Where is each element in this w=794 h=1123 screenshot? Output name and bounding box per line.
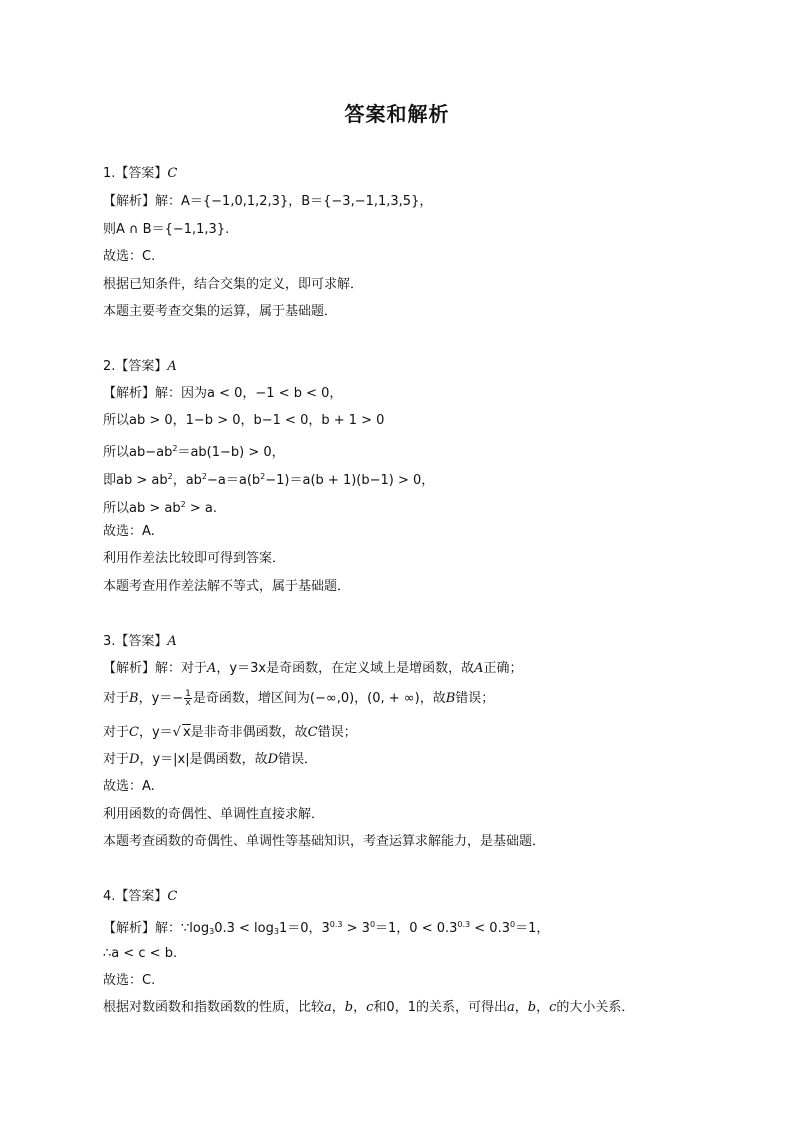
q2-l5-part-c: > a.: [185, 501, 217, 516]
q3-l3-part-g: 错误；: [317, 725, 357, 740]
q3-method-line: 利用函数的奇偶性、单调性直接求解．: [103, 807, 325, 822]
q1-answer-line: [103, 165, 177, 183]
q3-l1-option-a-2: A: [474, 661, 484, 676]
q2-l5-exp: 2: [180, 500, 186, 509]
q3-analysis-line-3: [103, 724, 357, 742]
q2-l4-part-e: −a＝a(b: [207, 473, 261, 488]
q4-l4-sep-3: ，: [514, 1000, 528, 1015]
q4-analysis-line-2: ∴a < c < b.: [103, 946, 178, 961]
page-title: 答案和解析: [344, 102, 450, 126]
q3-analysis-line-2: [103, 690, 494, 708]
q4-l4-part-m: 的大小关系．: [556, 1000, 635, 1015]
q4-l4-part-g: 和0，1的关系，可得出: [373, 1000, 507, 1015]
q4-analysis-line-1: [103, 916, 549, 941]
q3-l4-option-d-2: D: [267, 752, 279, 767]
q4-l1-part-c: 0.3 < log: [214, 921, 274, 936]
q1-analysis-line-2: 则A ∩ B＝{−1,1,3}.: [103, 222, 230, 237]
q4-method-line: [103, 999, 634, 1017]
q3-l2-part-c: ，y＝−: [138, 691, 184, 706]
q3-l3-part-a: 对于: [103, 725, 130, 740]
q1-answer-value: C: [167, 166, 178, 181]
q4-l4-var-a: a: [324, 1000, 332, 1015]
q4-l4-sep-1: ，: [331, 1000, 345, 1015]
q2-answer-value: A: [167, 359, 177, 374]
q2-l4-exp-1: 2: [167, 472, 173, 481]
q3-sqrt-radicand: x: [182, 725, 191, 740]
q2-l4-exp-2: 2: [201, 472, 208, 481]
q3-l2-part-d: 是奇函数，增区间为(−∞,0)，(0, + ∞)，故: [192, 691, 446, 706]
q3-l2-part-f: 错误；: [455, 691, 495, 706]
q4-l4-part-a: 根据对数函数和指数函数的性质，比较: [103, 1000, 325, 1015]
q2-summary-line: 本题考查用作差法解不等式，属于基础题．: [103, 579, 351, 594]
q2-l4-exp-3: 2: [260, 472, 266, 481]
q1-summary-line: 本题主要考查交集的运算，属于基础题．: [103, 304, 338, 319]
q2-analysis-line-5: [103, 496, 217, 518]
q4-l1-part-m: ＝1，: [515, 921, 550, 936]
q3-l3-option-c: C: [129, 725, 139, 740]
q2-l4-part-c: ，ab: [172, 473, 202, 488]
q3-l4-part-e: 错误．: [278, 752, 318, 767]
q3-l2-option-b-2: B: [445, 691, 456, 706]
q2-l4-part-a: 即ab > ab: [103, 473, 168, 488]
q2-analysis-line-4: [103, 468, 434, 490]
q4-l1-exp-2: 0: [369, 920, 376, 929]
q1-method-line: 根据已知条件，结合交集的定义，即可求解．: [103, 277, 364, 292]
q3-l1-part-a: 【解析】解：对于: [103, 661, 208, 676]
q4-l1-base-2: 3: [273, 927, 279, 936]
q4-l4-sep-2: ，: [353, 1000, 367, 1015]
q4-answer-line: [103, 888, 177, 906]
q2-answer-label: 2.【答案】: [103, 359, 168, 374]
q2-l3-exp: 2: [172, 444, 178, 453]
q3-choice-line: 故选：A.: [103, 779, 155, 794]
q3-l3-option-c-2: C: [307, 725, 318, 740]
q4-l1-exp-4: 0: [509, 920, 516, 929]
q2-l3-part-c: ＝ab(1−b) > 0，: [177, 445, 285, 460]
q3-analysis-line-1: [103, 660, 522, 678]
q3-l4-part-c: ，y＝|x|是偶函数，故: [139, 752, 268, 767]
q2-l3-part-a: 所以ab−ab: [103, 445, 173, 460]
q3-answer-label: 3.【答案】: [103, 634, 168, 649]
q1-analysis-line-1: 【解析】解：A＝{−1,0,1,2,3}，B＝{−3,−1,1,3,5}，: [103, 194, 433, 209]
q4-l1-exp-1: 0.3: [329, 920, 343, 929]
q4-l1-exp-3: 0.3: [457, 920, 471, 929]
q3-answer-value: A: [167, 634, 177, 649]
q3-answer-line: [103, 633, 177, 651]
q3-fraction-denominator: x: [185, 698, 191, 708]
q2-l5-part-a: 所以ab > ab: [103, 501, 181, 516]
q3-fraction-numerator: 1: [185, 689, 191, 699]
q4-l1-base-1: 3: [209, 927, 215, 936]
q4-answer-value: C: [167, 889, 178, 904]
q2-answer-line: [103, 358, 177, 376]
q4-l1-part-i: ＝1，0 < 0.3: [375, 921, 458, 936]
q4-l1-part-e: 1＝0，3: [278, 921, 330, 936]
q4-l4-var-c-2: c: [549, 1000, 557, 1015]
q3-summary-line: 本题考查函数的奇偶性、单调性等基础知识，考查运算求解能力，是基础题．: [103, 834, 546, 849]
q3-fraction: [184, 690, 192, 707]
q1-answer-label: 1.【答案】: [103, 166, 168, 181]
q3-l1-part-c: ，y＝3x是奇函数，在定义域上是增函数，故: [216, 661, 475, 676]
q3-l3-part-e: 是非奇非偶函数，故: [190, 725, 308, 740]
q3-l1-part-e: 正确；: [483, 661, 523, 676]
q2-l4-part-g: −1)＝a(b + 1)(b−1) > 0，: [265, 473, 435, 488]
q2-analysis-line-3: [103, 440, 285, 462]
q3-l1-option-a: A: [207, 661, 217, 676]
q3-analysis-line-4: [103, 751, 317, 769]
q3-l4-part-a: 对于: [103, 752, 130, 767]
q4-l4-var-b-2: b: [527, 1000, 537, 1015]
q2-method-line: 利用作差法比较即可得到答案．: [103, 551, 286, 566]
q3-l2-part-a: 对于: [103, 691, 130, 706]
q2-analysis-line-1: 【解析】解：因为a < 0，−1 < b < 0，: [103, 386, 343, 401]
q2-analysis-line-2: 所以ab > 0，1−b > 0，b−1 < 0，b + 1 > 0: [103, 413, 385, 428]
q4-l1-part-g: > 3: [342, 921, 370, 936]
q4-l4-var-b: b: [344, 1000, 354, 1015]
q1-choice-line: 故选：C.: [103, 249, 156, 264]
q4-choice-line: 故选：C.: [103, 973, 156, 988]
q3-l4-option-d: D: [129, 752, 140, 767]
q4-l4-var-a-2: a: [506, 1000, 515, 1015]
q4-l4-sep-4: ，: [536, 1000, 550, 1015]
q3-l2-option-b: B: [129, 691, 139, 706]
q4-answer-label: 4.【答案】: [103, 889, 168, 904]
q4-l4-var-c: c: [366, 1000, 374, 1015]
q3-l3-part-c: ，y＝√: [138, 725, 181, 740]
q4-l1-part-k: < 0.3: [470, 921, 510, 936]
q4-l1-part-a: 【解析】解：∵log: [103, 921, 210, 936]
q2-choice-line: 故选：A.: [103, 524, 155, 539]
